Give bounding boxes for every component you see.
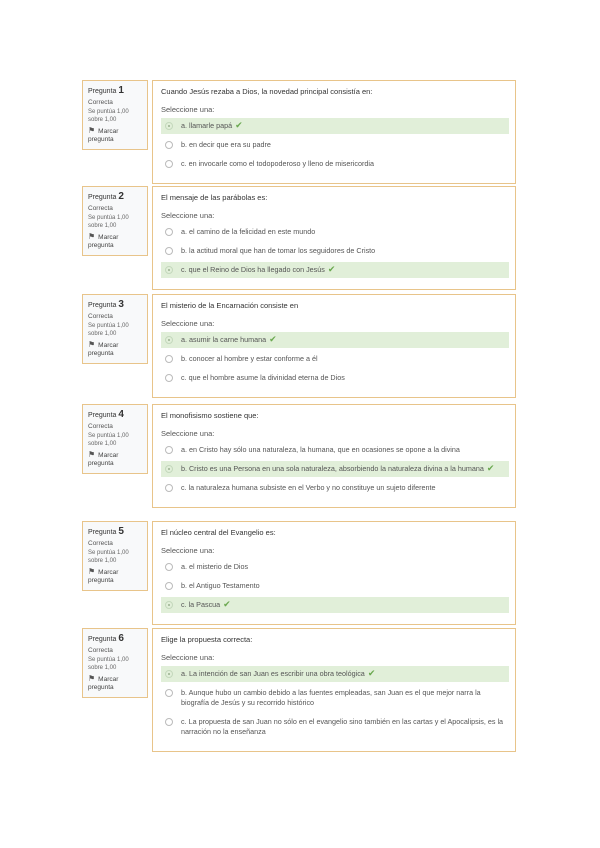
question-4	[82, 404, 516, 508]
flag-question-link[interactable]: ⚑ Marcar pregunta	[88, 567, 119, 584]
check-icon: ✔	[367, 668, 376, 678]
answer-option[interactable]: c. que el hombre asume la divinidad eterna de Dios	[161, 370, 509, 386]
question-grade: Se puntúa 1,00 sobre 1,00	[88, 215, 129, 229]
flag-icon: ⚑	[88, 450, 96, 459]
question-6	[82, 628, 516, 752]
check-icon: ✔	[269, 334, 277, 344]
question-text: El misterio de la Encarnación consiste en	[161, 301, 299, 310]
answer-options	[161, 332, 509, 386]
answer-option[interactable]: b. en decir que era su padre	[161, 137, 509, 153]
question-state: Correcta	[88, 313, 113, 320]
answer-option[interactable]: b. Aunque hubo un cambio debido a las fuentes empleadas, san Juan es el que mejor narra la biografía de Jesús y su recorrido histórico	[161, 685, 509, 711]
question-5	[82, 521, 516, 625]
question-content	[152, 186, 516, 290]
answer-option[interactable]: b. el Antiguo Testamento	[161, 578, 509, 594]
question-number: Pregunta 2	[88, 191, 124, 202]
answer-options	[161, 442, 509, 496]
question-info	[82, 186, 148, 256]
question-grade: Se puntúa 1,00 sobre 1,00	[88, 109, 129, 123]
radio-button[interactable]	[165, 160, 173, 168]
answer-prompt: Seleccione una:	[161, 546, 215, 555]
question-content	[152, 521, 516, 625]
answer-option[interactable]: a. asumir la carne humana ✔	[161, 332, 509, 348]
radio-button[interactable]	[165, 141, 173, 149]
question-text: El mensaje de las parábolas es:	[161, 193, 268, 202]
check-icon: ✔	[235, 120, 243, 130]
answer-option[interactable]: b. la actitud moral que han de tomar los seguidores de Cristo	[161, 243, 509, 259]
question-1	[82, 80, 516, 184]
flag-question-link[interactable]: ⚑ Marcar pregunta	[88, 126, 119, 143]
radio-button[interactable]	[165, 266, 173, 274]
radio-button[interactable]	[165, 465, 173, 473]
question-info	[82, 80, 148, 150]
radio-button[interactable]	[165, 484, 173, 492]
question-number: Pregunta 4	[88, 409, 124, 420]
question-info	[82, 294, 148, 364]
answer-option[interactable]: a. La intención de san Juan es escribir una obra teológica ✔	[161, 666, 509, 682]
question-grade: Se puntúa 1,00 sobre 1,00	[88, 323, 129, 337]
answer-option[interactable]: c. que el Reino de Dios ha llegado con Jesús ✔	[161, 262, 509, 278]
flag-icon: ⚑	[88, 340, 96, 349]
question-3	[82, 294, 516, 398]
radio-button[interactable]	[165, 374, 173, 382]
question-number: Pregunta 5	[88, 526, 124, 537]
answer-option[interactable]: b. Cristo es una Persona en una sola naturaleza, absorbiendo la naturaleza divina a la humana ✔	[161, 461, 509, 477]
radio-button[interactable]	[165, 122, 173, 130]
flag-icon: ⚑	[88, 232, 96, 241]
answer-option[interactable]: c. La propuesta de san Juan no sólo en el evangelio sino también en las cartas y el Apocalipsis, es la narración no la enseñanza	[161, 714, 509, 740]
check-icon: ✔	[327, 264, 336, 274]
check-icon: ✔	[486, 463, 495, 473]
radio-button[interactable]	[165, 228, 173, 236]
flag-question-link[interactable]: ⚑ Marcar pregunta	[88, 340, 119, 357]
question-text: Cuando Jesús rezaba a Dios, la novedad principal consistía en:	[161, 87, 373, 96]
answer-prompt: Seleccione una:	[161, 319, 215, 328]
question-2	[82, 186, 516, 290]
question-number: Pregunta 1	[88, 85, 124, 96]
question-grade: Se puntúa 1,00 sobre 1,00	[88, 550, 129, 564]
question-number: Pregunta 6	[88, 633, 124, 644]
question-state: Correcta	[88, 540, 113, 547]
question-text: El monofisismo sostiene que:	[161, 411, 259, 420]
question-text: Elige la propuesta correcta:	[161, 635, 253, 644]
radio-button[interactable]	[165, 247, 173, 255]
question-state: Correcta	[88, 99, 113, 106]
radio-button[interactable]	[165, 601, 173, 609]
flag-question-link[interactable]: ⚑ Marcar pregunta	[88, 450, 119, 467]
flag-icon: ⚑	[88, 567, 96, 576]
question-content	[152, 294, 516, 398]
answer-prompt: Seleccione una:	[161, 105, 215, 114]
answer-option[interactable]: a. llamarle papá ✔	[161, 118, 509, 134]
question-number: Pregunta 3	[88, 299, 124, 310]
radio-button[interactable]	[165, 582, 173, 590]
answer-prompt: Seleccione una:	[161, 211, 215, 220]
answer-option[interactable]: a. en Cristo hay sólo una naturaleza, la humana, que en ocasiones se opone a la divina	[161, 442, 509, 458]
flag-icon: ⚑	[88, 674, 96, 683]
flag-question-link[interactable]: ⚑ Marcar pregunta	[88, 232, 119, 249]
answer-options	[161, 118, 509, 172]
answer-option[interactable]: a. el camino de la felicidad en este mundo	[161, 224, 509, 240]
question-content	[152, 628, 516, 752]
check-icon: ✔	[223, 599, 231, 609]
answer-prompt: Seleccione una:	[161, 429, 215, 438]
radio-button[interactable]	[165, 563, 173, 571]
answer-option[interactable]: c. la naturaleza humana subsiste en el Verbo y no constituye un sujeto diferente	[161, 480, 509, 496]
flag-question-link[interactable]: ⚑ Marcar pregunta	[88, 674, 119, 691]
radio-button[interactable]	[165, 336, 173, 344]
question-content	[152, 80, 516, 184]
answer-option[interactable]: a. el misterio de Dios	[161, 559, 509, 575]
answer-options	[161, 666, 509, 740]
answer-options	[161, 559, 509, 613]
question-info	[82, 628, 148, 698]
question-content	[152, 404, 516, 508]
question-state: Correcta	[88, 205, 113, 212]
answer-option[interactable]: c. en invocarle como el todopoderoso y lleno de misericordia	[161, 156, 509, 172]
radio-button[interactable]	[165, 446, 173, 454]
answer-option[interactable]: b. conocer al hombre y estar conforme a él	[161, 351, 509, 367]
flag-icon: ⚑	[88, 126, 96, 135]
answer-prompt: Seleccione una:	[161, 653, 215, 662]
radio-button[interactable]	[165, 670, 173, 678]
question-info	[82, 404, 148, 474]
radio-button[interactable]	[165, 355, 173, 363]
question-grade: Se puntúa 1,00 sobre 1,00	[88, 433, 129, 447]
answer-option[interactable]: c. la Pascua ✔	[161, 597, 509, 613]
question-text: El núcleo central del Evangelio es:	[161, 528, 276, 537]
question-grade: Se puntúa 1,00 sobre 1,00	[88, 657, 129, 671]
question-state: Correcta	[88, 647, 113, 654]
radio-button[interactable]	[165, 718, 173, 726]
question-info	[82, 521, 148, 591]
answer-options	[161, 224, 509, 278]
radio-button[interactable]	[165, 689, 173, 697]
question-state: Correcta	[88, 423, 113, 430]
